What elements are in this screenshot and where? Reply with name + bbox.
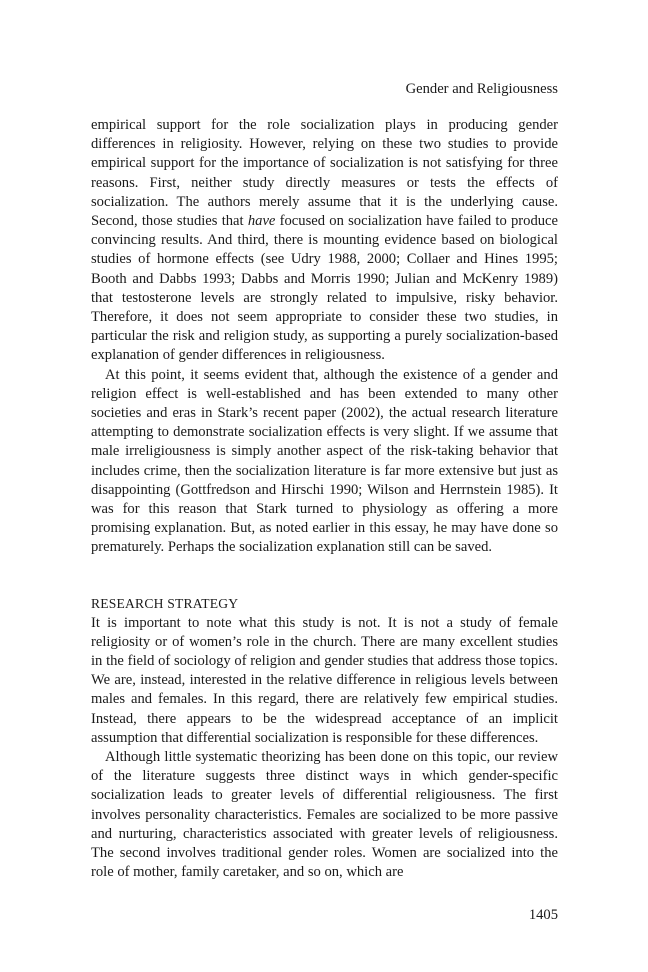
body-paragraph: Although little systematic theorizing has been done on this topic, our review of the literature suggests three distinct ways in which gender-specific socialization leads to greater levels of differential religiousness. The first involves personality characteristics. Females are socialized to be more passive and nurturing, characteristics associated with greater levels of religiousness. The second involves traditional gender roles. Women are socialized into the role of mother, family caretaker, and so on, which are — [91, 748, 558, 881]
body-paragraph: It is important to note what this study is not. It is not a study of female religiosity or of women’s role in the church. There are many excellent studies in the field of sociology of religion and gender studies that address those topics. We are, instead, interested in the relative difference in religious levels between males and females. In this regard, there are relatively few empirical studies. Instead, there appears to be the widespread acceptance of an implicit assumption that differential socialization is responsible for these differences. — [91, 614, 558, 746]
section-continuation — [91, 116, 558, 558]
body-paragraph: At this point, it seems evident that, although the existence of a gender and religion effect is well-established and has been extended to many other societies and eras in Stark’s recent paper (2002), the actual research literature attempting to demonstrate socialization effects is very slight. If we assume that male irreligiousness is simply another aspect of the risk-taking behavior that includes crime, then the socialization literature is far more extensive but just as disappointing (Gottfredson and Hirschi 1990; Wilson and Herrnstein 1985). It was for this reason that Stark turned to physiology as offering a more promising explanation. But, as noted earlier in this essay, he may have done so prematurely. Perhaps the socialization explanation still can be saved. — [91, 366, 558, 556]
section-heading: RESEARCH STRATEGY — [91, 596, 239, 611]
body-paragraph: empirical support for the role socialization plays in producing gender differences in religiosity. However, relying on these two studies to provide empirical support for the importance of socialization is not satisfying for three reasons. First, neither study directly measures or tests the effects of socialization. The authors merely assume that it is the underlying cause. Second, those studies that have focused on socialization have failed to produce convincing results. And third, there is mounting evidence based on biological studies of hormone effects (see Udry 1988, 2000; Collaer and Hines 1995; Booth and Dabbs 1993; Dabbs and Morris 1990; Julian and McKenry 1989) that testosterone levels are strongly related to impulsive, risky behavior. Therefore, it does not seem appropriate to consider these two studies, in particular the risk and religion study, as supporting a purely socialization-based explanation of gender differences in religiousness. — [91, 117, 558, 364]
running-head: Gender and Religiousness — [405, 81, 558, 97]
section-research-strategy — [91, 594, 558, 882]
emphasis: have — [247, 213, 276, 230]
page-number: 1405 — [528, 907, 558, 923]
